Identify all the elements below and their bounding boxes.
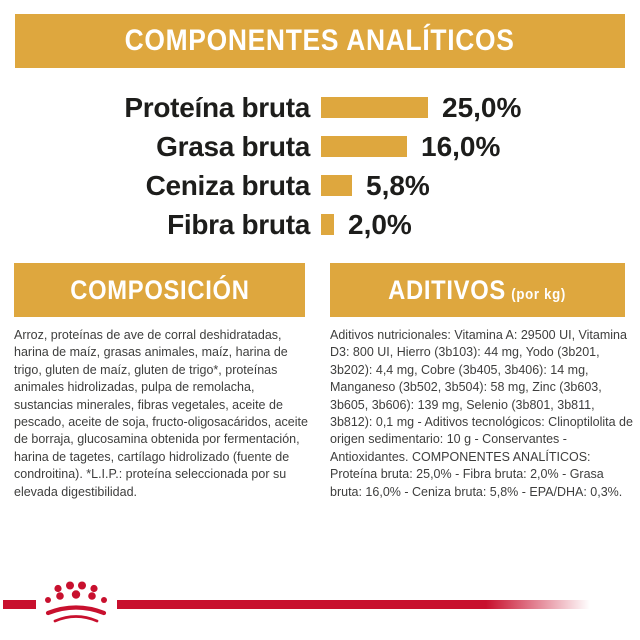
chart-value: 2,0% bbox=[348, 208, 412, 240]
additives-title-suffix: (por kg) bbox=[511, 285, 567, 303]
additives-body-text: Aditivos nutricionales: Vitamina A: 29500 UI, Vitamina D3: 800 UI, Hierro (3b103): 44 mg, Yodo (3b201, 3b202): 4,4 mg, Cobre (3b405, 3b406): 14 mg, Manganeso (3b502, 3b504): 58 mg, Zinc (3b603, 3b605, 3b606): 139 mg, Selenio (3b801, 3b811, 3b812): 0,1 mg - Aditivos tecnológicos: Clinoptilolita de origen sedimentario: 10 g - Conservantes - Antioxidantes. COMPONENTES ANALÍTICOS: Proteína bruta: 25,0% - Fibra bruta: 2,0% - Grasa bruta: 16,0% - Ceniza bruta: 5,8% - EPA/DHA: 0,3%. bbox=[330, 328, 633, 499]
analytical-components-header-banner bbox=[15, 14, 625, 68]
chart-value: 16,0% bbox=[421, 130, 501, 162]
analytical-components-title: COMPONENTES ANALÍTICOS bbox=[124, 24, 515, 57]
composition-header-banner bbox=[14, 263, 305, 317]
analytical-components-chart bbox=[0, 88, 640, 244]
chart-label: Grasa bruta bbox=[156, 130, 310, 162]
chart-row-fiber bbox=[0, 205, 640, 244]
chart-label: Proteína bruta bbox=[124, 91, 310, 123]
chart-bar bbox=[321, 175, 352, 196]
chart-bar bbox=[321, 214, 334, 235]
royal-canin-crown-logo-icon bbox=[43, 581, 109, 631]
additives-header-banner bbox=[330, 263, 625, 317]
composition-body-text: Arroz, proteínas de ave de corral deshidratadas, harina de maíz, grasas animales, maíz, harina de trigo, gluten de maíz, gluten de trigo*, proteínas animales hidrolizadas, pulpa de remolacha, sustancias minerales, fibras vegetales, aceite de pescado, aceite de soja, fructo-oligosacáridos, aceite de borraja, glucosamina obtenida por fermentación, harina de tagetes, cartílago hidrolizado (fuente de condroitina). *L.I.P.: proteína seleccionada por su elevada digestibilidad. bbox=[14, 328, 308, 499]
chart-label: Fibra bruta bbox=[167, 208, 310, 240]
chart-bar bbox=[321, 97, 428, 118]
chart-value: 25,0% bbox=[442, 91, 522, 123]
chart-row-fat bbox=[0, 127, 640, 166]
chart-row-protein bbox=[0, 88, 640, 127]
additives-title bbox=[389, 275, 567, 306]
footer-red-strip-left bbox=[3, 600, 36, 609]
chart-label: Ceniza bruta bbox=[145, 169, 310, 201]
composition-title: COMPOSICIÓN bbox=[69, 274, 250, 305]
chart-value: 5,8% bbox=[366, 169, 430, 201]
chart-bar bbox=[321, 136, 407, 157]
chart-row-ash bbox=[0, 166, 640, 205]
additives-title-main: ADITIVOS bbox=[388, 274, 507, 305]
footer-red-band bbox=[117, 600, 590, 609]
